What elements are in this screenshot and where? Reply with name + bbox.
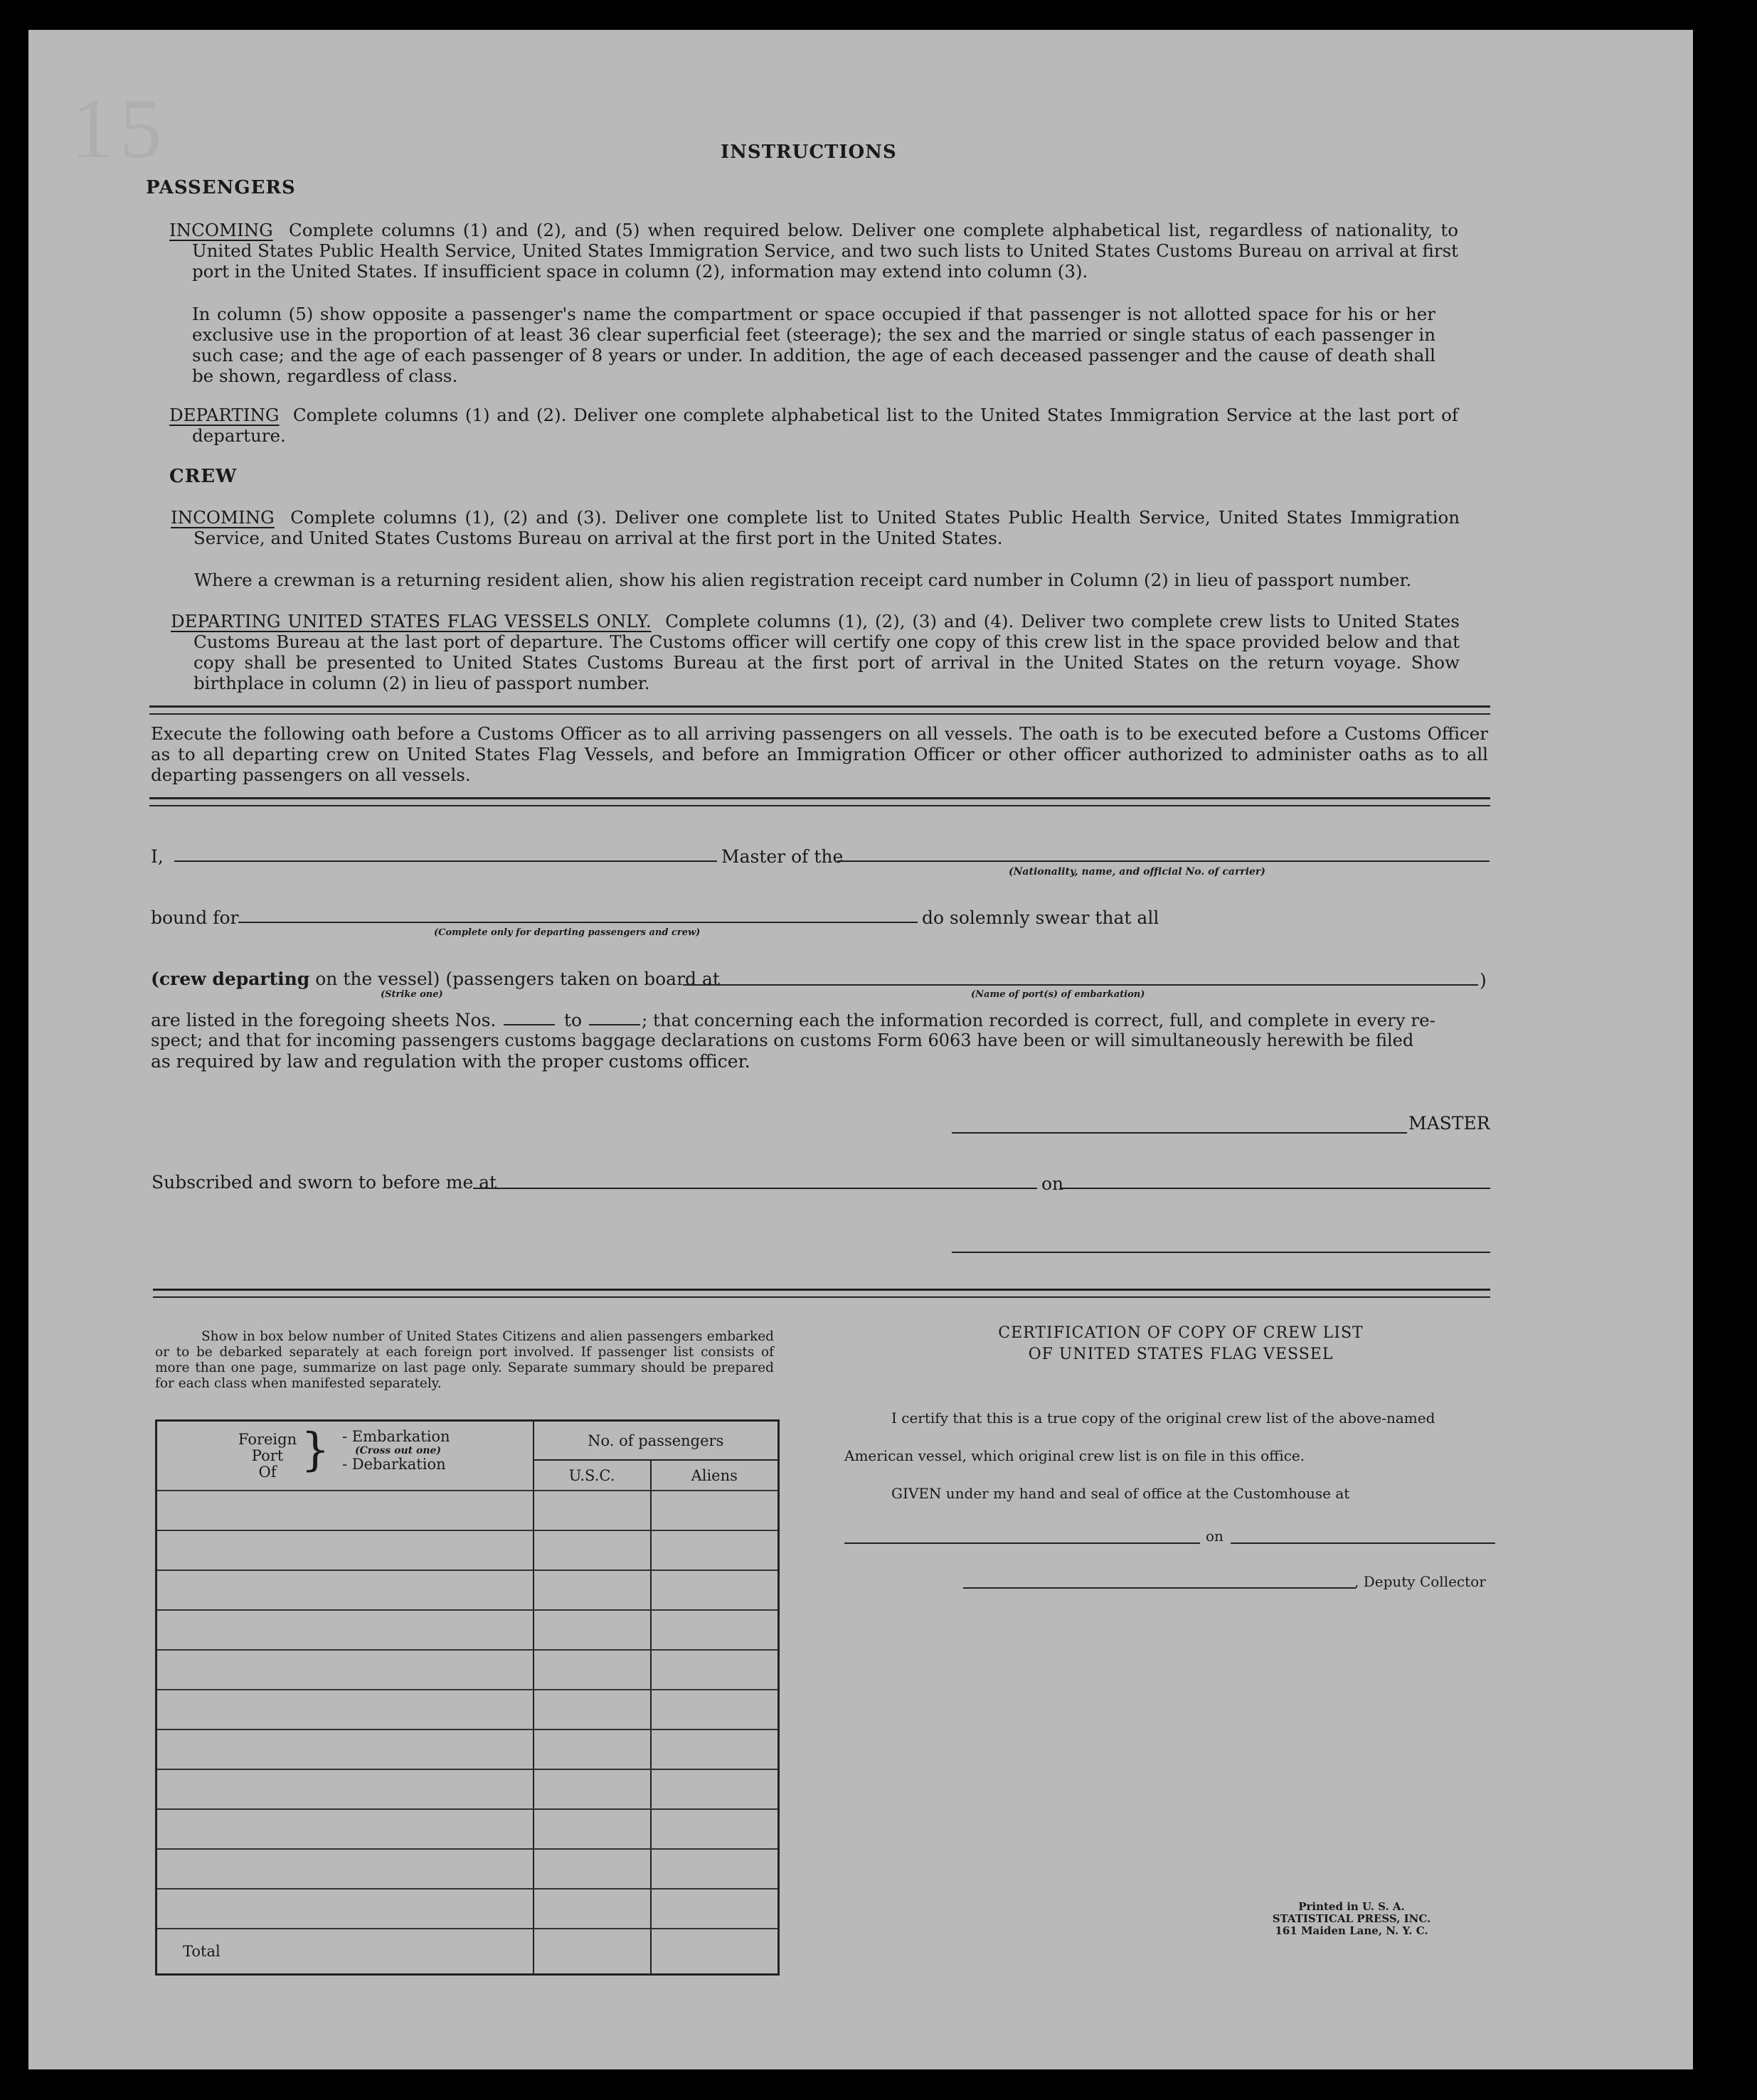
embark-debark-labels bbox=[342, 1429, 450, 1473]
passengers-incoming-paragraph bbox=[169, 220, 1458, 282]
passengers-heading: PASSENGERS bbox=[146, 177, 296, 198]
usc-header: U.S.C. bbox=[534, 1460, 651, 1491]
crew-departing-text: Complete columns (1), (2), (3) and (4). Deliver two complete crew lists to United States Customs Bureau at the last port of departure. The Customs officer will certify one copy of this crew list in the space provided below and that copy shall be presented to United States Customs Bureau at the first port of arrival in the United States on the return voyage. Show birthplace in column (2) in lieu of passport number. bbox=[193, 611, 1460, 693]
master-of-the-label: Master of the bbox=[721, 846, 844, 867]
usc-cell[interactable] bbox=[534, 1769, 651, 1809]
table-row bbox=[156, 1729, 779, 1769]
aliens-cell[interactable] bbox=[651, 1769, 779, 1809]
divider-rule bbox=[149, 705, 1490, 715]
crew-heading: CREW bbox=[169, 466, 238, 487]
port-cell[interactable] bbox=[156, 1889, 534, 1929]
subscribed-label: Subscribed and sworn to before me at bbox=[152, 1172, 497, 1193]
deputy-signature-field[interactable] bbox=[963, 1587, 1356, 1589]
close-paren: ) bbox=[1480, 970, 1487, 991]
usc-cell[interactable] bbox=[534, 1729, 651, 1769]
aliens-cell[interactable] bbox=[651, 1849, 779, 1889]
passengers-departing-paragraph bbox=[169, 405, 1458, 446]
ports-caption: (Name of port(s) of embarkation) bbox=[971, 989, 1145, 1000]
passengers-departing-label: DEPARTING bbox=[169, 405, 280, 425]
passengers-departing-text: Complete columns (1) and (2). Deliver one complete alphabetical list to the United States Immigration Service at the last port of departure. bbox=[192, 405, 1458, 446]
aliens-cell[interactable] bbox=[651, 1610, 779, 1650]
of-word: Of bbox=[258, 1464, 277, 1481]
carrier-caption: (Nationality, name, and official No. of carrier) bbox=[1009, 866, 1265, 878]
aliens-total-cell[interactable] bbox=[651, 1929, 779, 1975]
master-label: MASTER bbox=[1408, 1113, 1490, 1134]
aliens-cell[interactable] bbox=[651, 1491, 779, 1530]
aliens-cell[interactable] bbox=[651, 1889, 779, 1929]
sheet-to-field[interactable] bbox=[589, 1024, 640, 1025]
aliens-header: Aliens bbox=[651, 1460, 779, 1491]
aliens-cell[interactable] bbox=[651, 1530, 779, 1570]
master-signature-field[interactable] bbox=[952, 1132, 1407, 1134]
total-label: Total bbox=[156, 1929, 534, 1975]
carrier-field[interactable] bbox=[837, 860, 1490, 862]
port-cell[interactable] bbox=[156, 1650, 534, 1690]
officer-signature-field[interactable] bbox=[952, 1252, 1490, 1253]
no-of-passengers-header: No. of passengers bbox=[534, 1421, 779, 1461]
port-cell[interactable] bbox=[156, 1610, 534, 1650]
usc-cell[interactable] bbox=[534, 1610, 651, 1650]
cross-out-caption: (Cross out one) bbox=[355, 1445, 442, 1456]
foreign-port-of-label bbox=[235, 1432, 299, 1481]
subscribed-place-field[interactable] bbox=[473, 1188, 1037, 1189]
port-cell[interactable] bbox=[156, 1491, 534, 1530]
sheet-from-field[interactable] bbox=[504, 1024, 555, 1025]
certification-title-line-2: OF UNITED STATES FLAG VESSEL bbox=[1028, 1345, 1334, 1363]
certification-date-field[interactable] bbox=[1231, 1542, 1495, 1544]
usc-cell[interactable] bbox=[534, 1491, 651, 1530]
port-header-cell bbox=[156, 1421, 534, 1491]
table-header-row bbox=[156, 1421, 779, 1461]
table-row bbox=[156, 1769, 779, 1809]
usc-cell[interactable] bbox=[534, 1889, 651, 1929]
crew-passengers-line bbox=[151, 969, 720, 989]
certification-title-line-1: CERTIFICATION OF COPY OF CREW LIST bbox=[998, 1324, 1364, 1342]
aliens-cell[interactable] bbox=[651, 1690, 779, 1729]
crew-departing-label: DEPARTING UNITED STATES FLAG VESSELS ONLY. bbox=[171, 611, 652, 631]
table-row bbox=[156, 1610, 779, 1650]
certification-on-label: on bbox=[1206, 1528, 1223, 1545]
oath-i-label: I, bbox=[151, 846, 164, 867]
bound-for-field[interactable] bbox=[238, 922, 918, 923]
aliens-cell[interactable] bbox=[651, 1650, 779, 1690]
passenger-summary-table bbox=[155, 1419, 780, 1976]
port-cell[interactable] bbox=[156, 1530, 534, 1570]
imprint-line-3: 161 Maiden Lane, N. Y. C. bbox=[1275, 1924, 1428, 1937]
oath-instruction: Execute the following oath before a Customs Officer as to all arriving passengers on all vessels. The oath is to be executed before a Customs Officer as to all departing crew on United States Flag Vessels, and before an Immigration Officer or other officer authorized to administer oaths as to all departing passengers on all vessels. bbox=[151, 723, 1488, 785]
aliens-cell[interactable] bbox=[651, 1809, 779, 1849]
port-cell[interactable] bbox=[156, 1690, 534, 1729]
sheets-label: are listed in the foregoing sheets Nos. bbox=[151, 1010, 497, 1030]
faint-page-mark: 15 bbox=[71, 81, 168, 176]
brace-glyph: } bbox=[301, 1424, 330, 1476]
usc-cell[interactable] bbox=[534, 1849, 651, 1889]
crew-departing-paragraph bbox=[171, 611, 1460, 693]
usc-cell[interactable] bbox=[534, 1570, 651, 1610]
divider-rule bbox=[153, 1289, 1490, 1298]
table-row bbox=[156, 1889, 779, 1929]
declarations-text: spect; and that for incoming passengers customs baggage declarations on customs Form 6063 have been or will simultaneously herewith be filed bbox=[151, 1030, 1414, 1050]
port-cell[interactable] bbox=[156, 1809, 534, 1849]
port-cell[interactable] bbox=[156, 1570, 534, 1610]
table-row bbox=[156, 1570, 779, 1610]
resident-alien-paragraph: Where a crewman is a returning resident alien, show his alien registration receipt card number in Column (2) in lieu of passport number. bbox=[194, 570, 1412, 590]
foreign-word: Foreign bbox=[238, 1431, 297, 1448]
usc-cell[interactable] bbox=[534, 1650, 651, 1690]
instructions-title: INSTRUCTIONS bbox=[721, 142, 897, 163]
form-sheet bbox=[28, 30, 1693, 2069]
usc-total-cell[interactable] bbox=[534, 1929, 651, 1975]
embarkation-label[interactable]: - Embarkation bbox=[342, 1428, 450, 1445]
sheets-text-continued: ; that concerning each the information recorded is correct, full, and complete in every re- bbox=[642, 1010, 1435, 1030]
on-the-vessel-text: on the vessel) bbox=[315, 969, 440, 989]
port-word: Port bbox=[251, 1447, 284, 1464]
debarkation-label[interactable]: - Debarkation bbox=[342, 1456, 446, 1473]
imprint-line-1: Printed in U. S. A. bbox=[1298, 1900, 1405, 1913]
certification-line-2: American vessel, which original crew list is on file in this office. bbox=[844, 1447, 1305, 1464]
aliens-cell[interactable] bbox=[651, 1570, 779, 1610]
crew-incoming-text: Complete columns (1), (2) and (3). Deliver one complete list to United States Public Health Service, United States Immigration Service, and United States Customs Bureau on arrival at the first port in the United States. bbox=[193, 507, 1460, 548]
bound-for-caption: (Complete only for departing passengers and crew) bbox=[434, 927, 701, 938]
sheets-to-label: to bbox=[564, 1010, 583, 1030]
certification-line-1: I certify that this is a true copy of the original crew list of the above-named bbox=[891, 1409, 1435, 1427]
regulation-text: as required by law and regulation with the proper customs officer. bbox=[151, 1051, 750, 1072]
strike-one-caption: (Strike one) bbox=[381, 989, 443, 1000]
port-cell[interactable] bbox=[156, 1729, 534, 1769]
table-row bbox=[156, 1491, 779, 1530]
swear-label: do solemnly swear that all bbox=[922, 907, 1159, 928]
table-row bbox=[156, 1650, 779, 1690]
table-row bbox=[156, 1849, 779, 1889]
usc-cell[interactable] bbox=[534, 1809, 651, 1849]
certification-line-3: GIVEN under my hand and seal of office at the Customhouse at bbox=[891, 1485, 1350, 1502]
crew-incoming-label: INCOMING bbox=[171, 507, 275, 528]
table-total-row bbox=[156, 1929, 779, 1975]
crew-incoming-paragraph bbox=[171, 507, 1460, 548]
port-cell[interactable] bbox=[156, 1849, 534, 1889]
passengers-incoming-label: INCOMING bbox=[169, 220, 273, 240]
customhouse-field[interactable] bbox=[844, 1542, 1200, 1544]
passengers-taken-strike[interactable]: (passengers taken on board at bbox=[445, 969, 720, 989]
bound-for-label: bound for bbox=[151, 907, 239, 928]
port-cell[interactable] bbox=[156, 1769, 534, 1809]
table-row bbox=[156, 1690, 779, 1729]
table-row bbox=[156, 1809, 779, 1849]
subscribed-on-label: on bbox=[1041, 1173, 1064, 1194]
ports-field[interactable] bbox=[683, 984, 1478, 986]
deputy-collector-label: , Deputy Collector bbox=[1354, 1573, 1486, 1590]
master-name-field[interactable] bbox=[174, 860, 717, 862]
crew-departing-strike[interactable]: (crew departing bbox=[151, 969, 310, 989]
usc-cell[interactable] bbox=[534, 1530, 651, 1570]
certification-title bbox=[911, 1323, 1451, 1365]
aliens-cell[interactable] bbox=[651, 1729, 779, 1769]
column5-paragraph: In column (5) show opposite a passenger's name the compartment or space occupied if that passenger is not allotted space for his or her exclusive use in the proportion of at least 36 clear superficial feet (steerage); the sex and the married or single status of each passenger in such case; and the age of each passenger of 8 years or under. In addition, the age of each deceased passenger and the cause of death shall be shown, regardless of class. bbox=[192, 304, 1435, 386]
table-row bbox=[156, 1530, 779, 1570]
passengers-incoming-text: Complete columns (1) and (2), and (5) when required below. Deliver one complete alphabetical list, regardless of nationality, to United States Public Health Service, United States Immigration Service, and two such lists to United States Customs Bureau on arrival at first port in the United States. If insufficient space in column (2), information may extend into column (3). bbox=[192, 220, 1458, 282]
imprint-line-2: STATISTICAL PRESS, INC. bbox=[1272, 1912, 1431, 1925]
subscribed-date-field[interactable] bbox=[1060, 1188, 1490, 1189]
divider-rule bbox=[149, 797, 1490, 806]
printer-imprint bbox=[1245, 1901, 1458, 1937]
summary-note: Show in box below number of United States Citizens and alien passengers embarked or to be debarked separately at each foreign port involved. If passenger list consists of more than one page, summarize on last page only. Separate summary should be prepared for each class when manifested separately. bbox=[155, 1329, 774, 1391]
usc-cell[interactable] bbox=[534, 1690, 651, 1729]
